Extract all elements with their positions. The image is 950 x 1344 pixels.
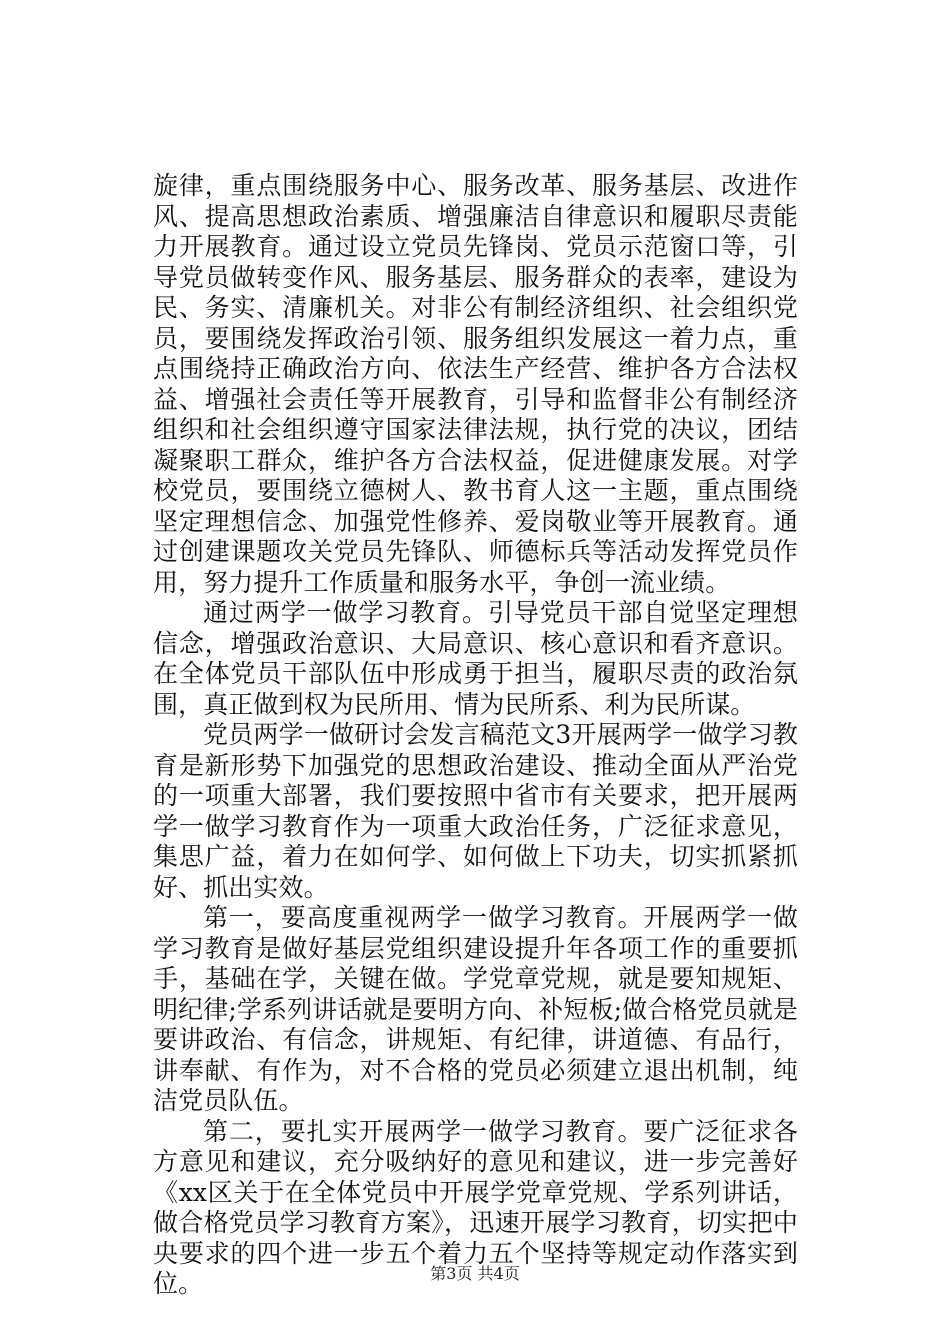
document-body: [153, 171, 798, 1300]
paragraph-3: 党员两学一做研讨会发言稿范文3开展两学一做学习教育是新形势下加强党的思想政治建设、推动全面从严治党的一项重大部署，我们要按照中省市有关要求，把开展两学一做学习教育作为一项重大政治任务，广泛征求意见，集思广益，着力在如何学、如何做上下功夫，切实抓紧抓好、抓出实效。: [153, 720, 798, 902]
paragraph-4: 第一，要高度重视两学一做学习教育。开展两学一做学习教育是做好基层党组织建设提升年各项工作的重要抓手，基础在学，关键在做。学党章党规，就是要知规矩、明纪律;学系列讲话就是要明方向、补短板;做合格党员就是要讲政治、有信念，讲规矩、有纪律，讲道德、有品行，讲奉献、有作为，对不合格的党员必须建立退出机制，纯洁党员队伍。: [153, 903, 798, 1115]
page-footer: 第3页 共4页: [430, 1264, 520, 1283]
paragraph-5: 第二，要扎实开展两学一做学习教育。要广泛征求各方意见和建议，充分吸纳好的意见和建议，进一步完善好《xx区关于在全体党员中开展学党章党规、学系列讲话，做合格党员学习教育方案》，迅速开展学习教育，切实把中央要求的四个进一步五个着力五个坚持等规定动作落实到位。: [153, 1116, 798, 1298]
paragraph-2: 通过两学一做学习教育。引导党员干部自觉坚定理想信念，增强政治意识、大局意识、核心意识和看齐意识。在全体党员干部队伍中形成勇于担当，履职尽责的政治氛围，真正做到权为民所用、情为民所系、利为民所谋。: [153, 598, 798, 719]
paragraph-1: 旋律，重点围绕服务中心、服务改革、服务基层、改进作风、提高思想政治素质、增强廉洁自律意识和履职尽责能力开展教育。通过设立党员先锋岗、党员示范窗口等，引导党员做转变作风、服务基层、服务群众的表率，建设为民、务实、清廉机关。对非公有制经济组织、社会组织党员，要围绕发挥政治引领、服务组织发展这一着力点，重点围绕持正确政治方向、依法生产经营、维护各方合法权益、增强社会责任等开展教育，引导和监督非公有制经济组织和社会组织遵守国家法律法规，执行党的决议，团结凝聚职工群众，维护各方合法权益，促进健康发展。对学校党员，要围绕立德树人、教书育人这一主题，重点围绕坚定理想信念、加强党性修养、爱岗敬业等开展教育。通过创建课题攻关党员先锋队、师德标兵等活动发挥党员作用，努力提升工作质量和服务水平，争创一流业绩。: [153, 171, 798, 597]
